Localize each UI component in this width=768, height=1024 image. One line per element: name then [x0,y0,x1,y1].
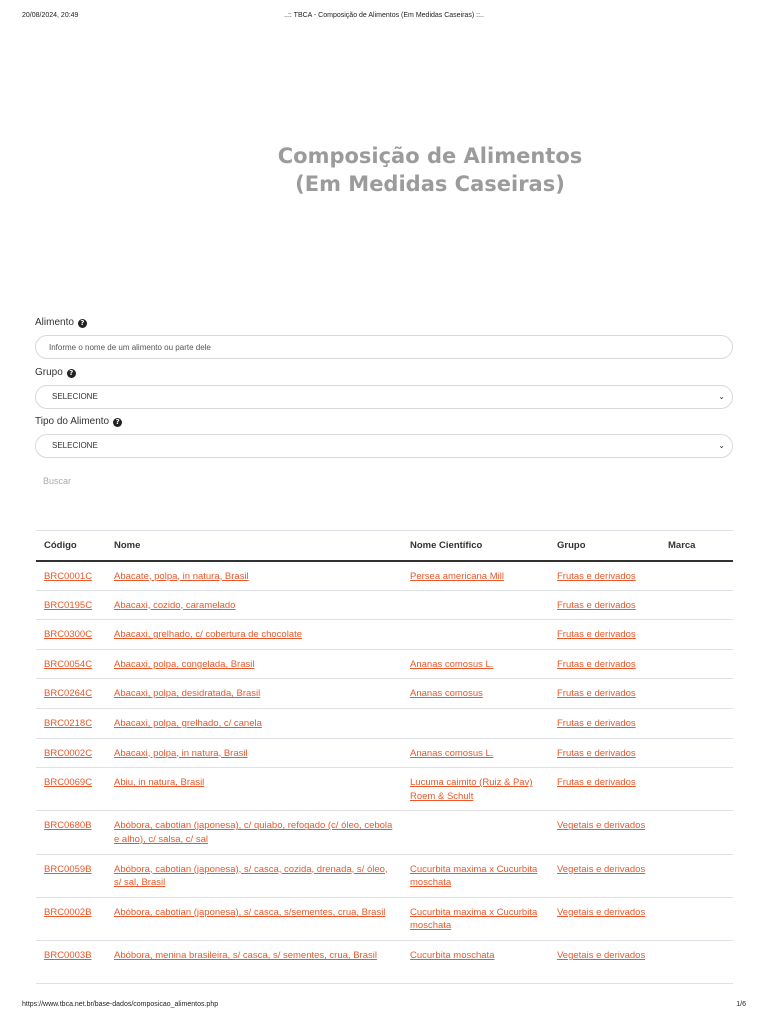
buscar-button[interactable]: Buscar [43,476,72,486]
nome-link[interactable]: Abacaxi, polpa, desidratada, Brasil [114,688,261,700]
grupo-link[interactable]: Frutas e derivados [557,599,636,611]
nome-cientifico-link[interactable]: Cucurbita moschata [410,949,495,961]
codigo-link[interactable]: BRC0002C [44,747,93,759]
table-row [36,897,733,940]
grupo-select-value: SELECIONE [52,392,98,401]
nome-link[interactable]: Abóbora, cabotian (japonesa), s/ casca, cozida, drenada, s/ óleo, s/ sal, Brasil [114,863,388,889]
nome-cientifico-link[interactable]: Persea americana Mill [410,570,504,582]
marca-cell [660,854,733,897]
tipo-select-value: SELECIONE [52,441,98,450]
print-header [22,12,746,24]
grupo-link[interactable]: Frutas e derivados [557,717,636,729]
table-row [36,854,733,897]
column-header-nome-cientifico[interactable]: Nome Científico [402,531,549,561]
grupo-link[interactable]: Vegetais e derivados [557,949,646,961]
alimento-label: Alimento [35,317,74,328]
nome-link[interactable]: Abóbora, menina brasileira, s/ casca, s/ sementes, crua, Brasil [114,949,377,961]
codigo-link[interactable]: BRC0300C [44,629,93,641]
column-header-nome[interactable]: Nome [106,531,402,561]
question-circle-icon[interactable]: ? [78,319,87,328]
alimento-search-input[interactable] [35,335,733,359]
search-form [35,316,733,458]
table-row [36,679,733,709]
marca-cell [660,708,733,738]
nome-link[interactable]: Abóbora, cabotian (japonesa), s/ casca, s/sementes, crua, Brasil [114,906,386,918]
grupo-link[interactable]: Frutas e derivados [557,747,636,759]
codigo-link[interactable]: BRC0195C [44,599,93,611]
tipo-label-row [35,415,733,429]
marca-cell [660,649,733,679]
chevron-down-icon: ⌄ [718,392,725,401]
marca-cell [660,738,733,768]
grupo-link[interactable]: Vegetais e derivados [557,863,646,875]
tipo-alimento-label: Tipo do Alimento [35,416,110,427]
nome-cientifico-link[interactable]: Cucurbita maxima x Cucurbita moschata [410,906,538,932]
marca-cell [660,679,733,709]
nome-link[interactable]: Abacaxi, polpa, congelada, Brasil [114,658,255,670]
grupo-label: Grupo [35,367,63,378]
codigo-link[interactable]: BRC0069C [44,777,93,789]
nome-cientifico-link[interactable]: Lucuma caimito (Ruiz & Pav) Roem & Schult [410,777,533,802]
question-circle-icon[interactable]: ? [113,418,122,427]
table-row [36,768,733,811]
grupo-link[interactable]: Frutas e derivados [557,658,636,670]
table-row [36,561,733,591]
marca-cell [660,768,733,811]
nome-link[interactable]: Abacate, polpa, in natura, Brasil [114,570,249,582]
codigo-link[interactable]: BRC0002B [44,906,92,918]
grupo-link[interactable]: Frutas e derivados [557,570,636,582]
column-header-grupo[interactable]: Grupo [549,531,660,561]
codigo-link[interactable]: BRC0059B [44,863,92,875]
table-row [36,590,733,620]
tipo-alimento-select[interactable] [35,434,733,458]
codigo-link[interactable]: BRC0218C [44,717,93,729]
table-header-row [36,531,733,561]
nome-link[interactable]: Abiu, in natura, Brasil [114,777,205,789]
marca-cell [660,620,733,650]
results-table [36,530,733,984]
nome-link[interactable]: Abacaxi, polpa, in natura, Brasil [114,747,248,759]
grupo-link[interactable]: Vegetais e derivados [557,820,646,832]
codigo-link[interactable]: BRC0680B [44,820,92,832]
table-row [36,940,733,983]
nome-link[interactable]: Abacaxi, cozido, caramelado [114,599,236,611]
marca-cell [660,561,733,591]
grupo-link[interactable]: Frutas e derivados [557,629,636,641]
page-title [0,142,768,198]
table-row [36,738,733,768]
alimento-label-row [35,316,733,330]
table-row [36,708,733,738]
marca-cell [660,590,733,620]
column-header-marca[interactable]: Marca [660,531,733,561]
nome-cientifico-link[interactable]: Ananas comosus [410,688,483,700]
column-header-codigo[interactable]: Código [36,531,106,561]
grupo-select[interactable] [35,385,733,409]
marca-cell [660,811,733,854]
table-row [36,811,733,854]
grupo-label-row [35,366,733,380]
nome-link[interactable]: Abacaxi, polpa, grelhado, c/ canela [114,717,262,729]
codigo-link[interactable]: BRC0001C [44,570,93,582]
print-page-number: 1/6 [736,1001,746,1008]
print-footer [22,1001,746,1011]
grupo-link[interactable]: Frutas e derivados [557,777,636,789]
codigo-link[interactable]: BRC0054C [44,658,93,670]
grupo-link[interactable]: Vegetais e derivados [557,906,646,918]
print-url: https://www.tbca.net.br/base-dados/composicao_alimentos.php [22,1001,219,1008]
print-document-title: ..:: TBCA - Composição de Alimentos (Em Medidas Caseiras) ::.. [284,12,484,19]
marca-cell [660,940,733,983]
chevron-down-icon: ⌄ [718,441,725,450]
question-circle-icon[interactable]: ? [67,369,76,378]
nome-link[interactable]: Abacaxi, grelhado, c/ cobertura de chocolate [114,629,303,641]
table-row [36,649,733,679]
nome-cientifico-link[interactable]: Ananas comosus L. [410,658,494,670]
codigo-link[interactable]: BRC0003B [44,949,92,961]
codigo-link[interactable]: BRC0264C [44,688,93,700]
print-datetime: 20/08/2024, 20:49 [22,12,79,19]
nome-link[interactable]: Abóbora, cabotian (japonesa), c/ quiabo, refogado (c/ óleo, cebola e alho), c/ salsa, c/ sal [114,820,393,845]
page-title-line-2: (Em Medidas Caseiras) [295,172,565,196]
page-title-line-1: Composição de Alimentos [277,144,583,168]
grupo-link[interactable]: Frutas e derivados [557,688,636,700]
nome-cientifico-link[interactable]: Cucurbita maxima x Cucurbita moschata [410,863,538,889]
nome-cientifico-link[interactable]: Ananas comosus L. [410,747,494,759]
marca-cell [660,897,733,940]
table-row [36,620,733,650]
